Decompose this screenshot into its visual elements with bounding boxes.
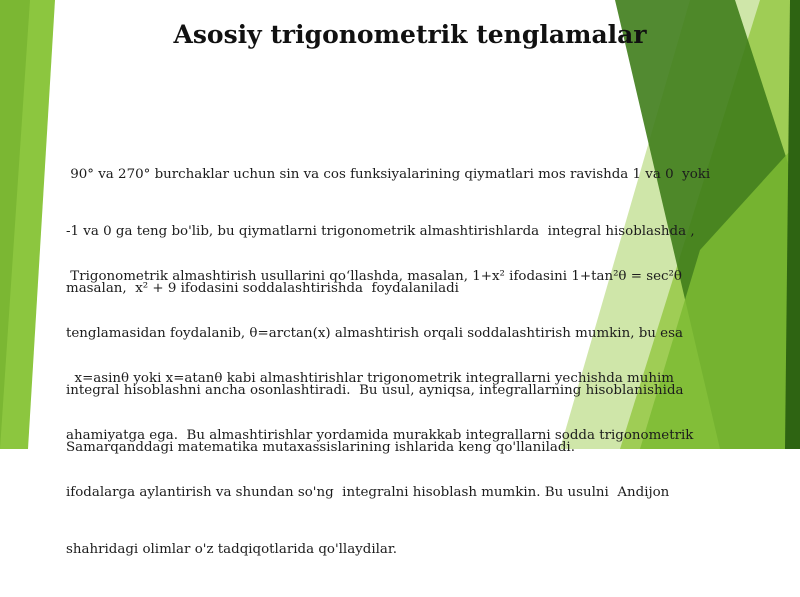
paragraph-line: Trigonometrik almashtirish usullarini qo‘llashda, masalan, 1+x² ifodasini 1+tan²θ = sec²θ [66, 269, 682, 284]
slide-title: Asosiy trigonometrik tenglamalar [173, 20, 647, 49]
paragraph-line: -1 va 0 ga teng bo'lib, bu qiymatlarni trigonometrik almashtirishlarda integral hisoblashda , [66, 224, 695, 239]
paragraph-line: tenglamasidan foydalanib, θ=arctan(x) almashtirish orqali soddalashtirish mumkin, bu esa [66, 326, 683, 341]
paragraph-3 [66, 331, 746, 597]
paragraph-line: ahamiyatga ega. Bu almashtirishlar yordamida murakkab integrallarni sodda trigonometrik [66, 428, 694, 443]
paragraph-line: masalan, x² + 9 ifodasini soddalashtirishda foydalaniladi [66, 281, 459, 296]
paragraph-line: shahridagi olimlar o'z tadqiqotlarida qo'llaydilar. [66, 542, 398, 557]
paragraph-line: ifodalarga aylantirish va shundan so'ng integralni hisoblash mumkin. Bu usulni Andijon [66, 485, 670, 500]
paragraph-line: Samarqanddagi matematika mutaxassislarining ishlarida keng qo'llaniladi. [66, 440, 575, 455]
paragraph-line: 90° va 270° burchaklar uchun sin va cos funksiyalarining qiymatlari mos ravishda 1 va 0 yoki [66, 167, 711, 182]
paragraph-line: integral hisoblashni ancha osonlashtiradi. Bu usul, ayniqsa, integrallarning hisoblanishida [66, 383, 684, 398]
paragraph-line: x=asinθ yoki x=atanθ kabi almashtirishlar trigonometrik integrallarni yechishda muhim [66, 371, 674, 386]
